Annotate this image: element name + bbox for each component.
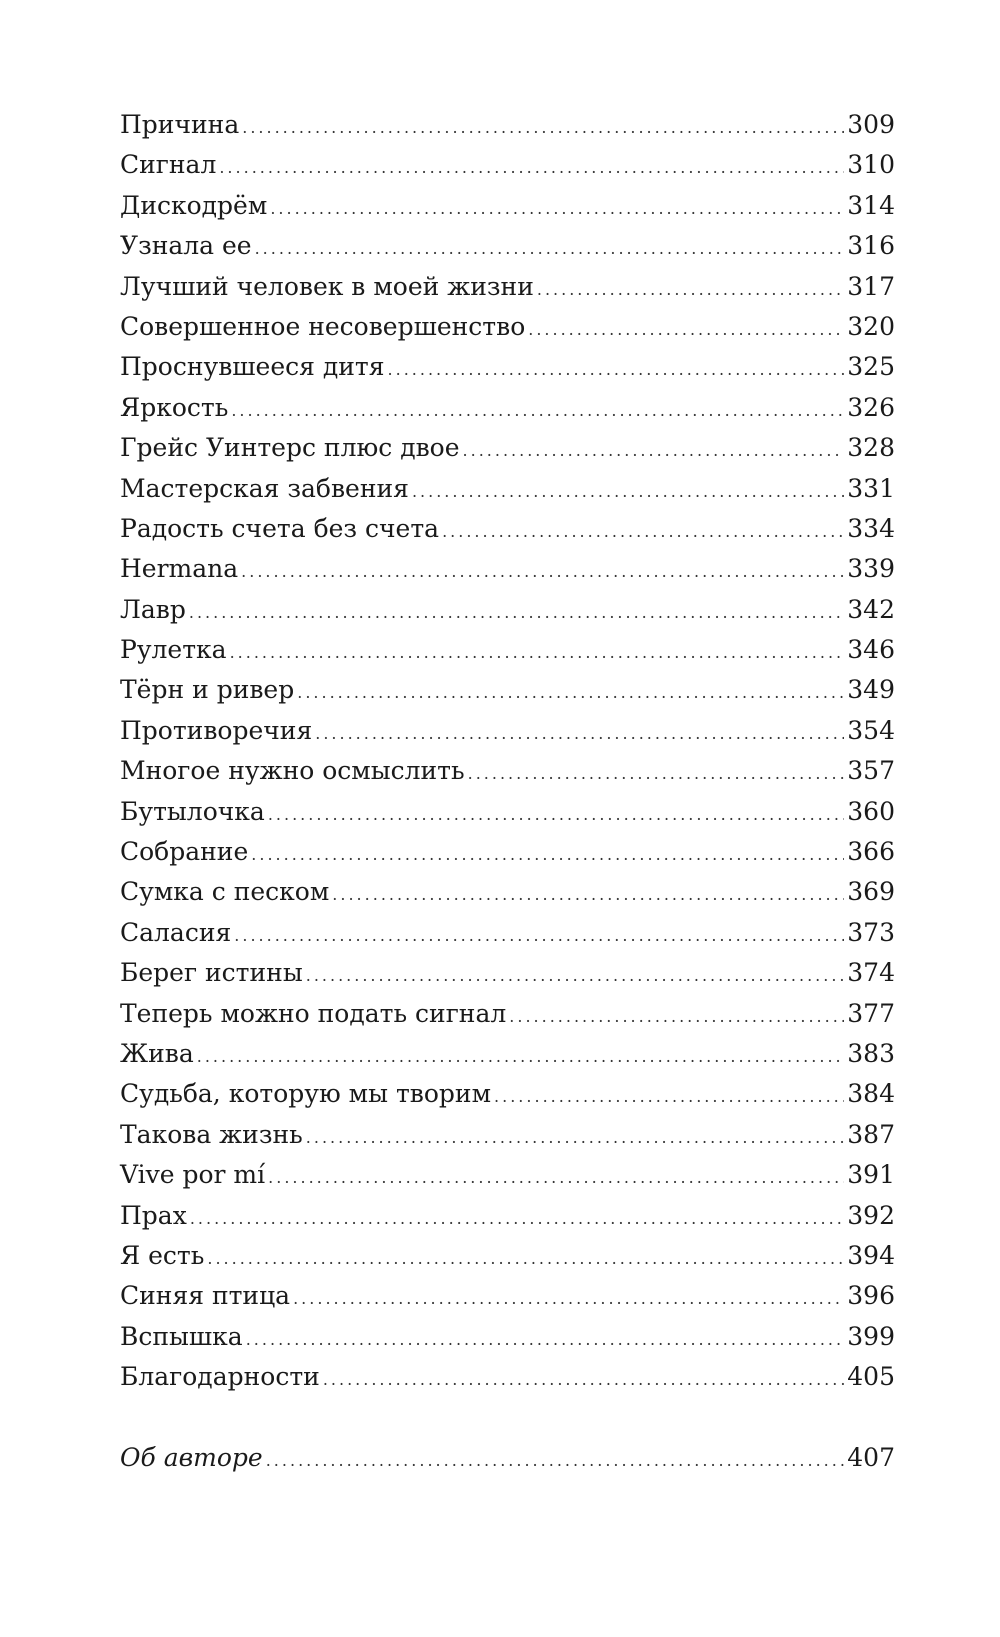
dot-leader bbox=[219, 148, 844, 188]
dot-leader bbox=[246, 1320, 845, 1360]
dot-leader bbox=[297, 673, 844, 713]
toc-entry-page: 349 bbox=[847, 675, 895, 705]
dot-leader bbox=[528, 310, 844, 350]
toc-entry-title: Сигнал bbox=[120, 150, 217, 180]
dot-leader bbox=[190, 1199, 844, 1239]
toc-entry bbox=[120, 630, 895, 670]
toc-entry-page: 334 bbox=[847, 513, 895, 543]
toc-entry-page: 309 bbox=[847, 110, 895, 139]
toc-entry bbox=[120, 1317, 895, 1357]
toc-entry-title: Радость счета без счета bbox=[120, 513, 440, 543]
toc-entry-page: 392 bbox=[847, 1200, 895, 1230]
toc-entry bbox=[120, 913, 895, 953]
dot-leader bbox=[242, 108, 844, 148]
toc-entry-page: 384 bbox=[847, 1079, 895, 1109]
dot-leader bbox=[268, 1158, 844, 1198]
toc-entry-title: Лавр bbox=[120, 594, 186, 624]
dot-leader bbox=[494, 1077, 844, 1117]
toc-entry bbox=[120, 1074, 895, 1114]
toc-entry-page: 383 bbox=[847, 1038, 895, 1068]
dot-leader bbox=[266, 1441, 845, 1481]
toc-entry-title: Hermana bbox=[120, 554, 239, 584]
toc-entry-page: 377 bbox=[847, 998, 895, 1028]
toc-entry-page: 399 bbox=[847, 1321, 895, 1351]
toc-entry-page: 396 bbox=[847, 1281, 895, 1311]
toc-entry-page: 387 bbox=[847, 1119, 895, 1149]
toc-entry-title: Многое нужно осмыслить bbox=[120, 756, 465, 786]
toc-entry bbox=[120, 1115, 895, 1155]
dot-leader bbox=[207, 1239, 844, 1279]
toc-entry bbox=[120, 347, 895, 387]
toc-list bbox=[120, 105, 895, 1398]
dot-leader bbox=[442, 512, 844, 552]
toc-entry-page: 366 bbox=[847, 837, 895, 867]
dot-leader bbox=[255, 229, 845, 269]
dot-leader bbox=[537, 270, 844, 310]
toc-entry-page: 394 bbox=[847, 1240, 895, 1270]
toc-entry-title: Берег истины bbox=[120, 958, 303, 988]
toc-entry-page: 346 bbox=[847, 635, 895, 665]
toc-entry bbox=[120, 226, 895, 266]
toc-entry-title: Причина bbox=[120, 110, 240, 139]
toc-entry-title: Вспышка bbox=[120, 1321, 243, 1351]
toc-entry-title: Об авторе bbox=[120, 1442, 263, 1472]
dot-leader bbox=[509, 997, 844, 1037]
toc-entry bbox=[120, 549, 895, 589]
toc-entry bbox=[120, 751, 895, 791]
dot-leader bbox=[463, 431, 845, 471]
dot-leader bbox=[468, 754, 845, 794]
dot-leader bbox=[293, 1279, 844, 1319]
toc-entry-page: 328 bbox=[847, 433, 895, 463]
toc-entry-title: Такова жизнь bbox=[120, 1119, 303, 1149]
toc-entry-title: Узнала ее bbox=[120, 231, 252, 261]
dot-leader bbox=[306, 1118, 845, 1158]
toc-entry-title: Противоречия bbox=[120, 715, 313, 745]
toc-entry-page: 339 bbox=[847, 554, 895, 584]
toc-entry-title: Лучший человек в моей жизни bbox=[120, 271, 534, 301]
toc-entry bbox=[120, 145, 895, 185]
toc-entry bbox=[120, 105, 895, 145]
toc-entry bbox=[120, 590, 895, 630]
toc-entry-page: 314 bbox=[847, 190, 895, 220]
toc-entry-page: 373 bbox=[847, 917, 895, 947]
table-of-contents bbox=[120, 105, 895, 1478]
toc-entry-page: 317 bbox=[847, 271, 895, 301]
toc-entry bbox=[120, 1236, 895, 1276]
toc-entry-page: 316 bbox=[847, 231, 895, 261]
toc-entry-title: Грейс Уинтерс плюс двое bbox=[120, 433, 460, 463]
dot-leader bbox=[306, 956, 845, 996]
toc-entry-page: 369 bbox=[847, 877, 895, 907]
dot-leader bbox=[234, 916, 844, 956]
toc-entry-title: Бутылочка bbox=[120, 796, 265, 826]
toc-entry bbox=[120, 469, 895, 509]
toc-entry-page: 407 bbox=[847, 1442, 895, 1472]
toc-entry bbox=[120, 186, 895, 226]
toc-entry bbox=[120, 1196, 895, 1236]
toc-entry-title: Синяя птица bbox=[120, 1281, 291, 1311]
toc-entry bbox=[120, 388, 895, 428]
toc-entry-title: Дискодрём bbox=[120, 190, 268, 220]
dot-leader bbox=[332, 875, 844, 915]
toc-entry-title: Vive por mí bbox=[120, 1160, 266, 1190]
toc-entry-title: Прах bbox=[120, 1200, 187, 1230]
toc-entry bbox=[120, 1357, 895, 1397]
toc-entry-title: Благодарности bbox=[120, 1362, 320, 1392]
dot-leader bbox=[197, 1037, 845, 1077]
toc-entry-title: Сумка с песком bbox=[120, 877, 330, 907]
toc-entry-page: 357 bbox=[847, 756, 895, 786]
toc-entry-page: 354 bbox=[847, 715, 895, 745]
toc-entry-title: Саласия bbox=[120, 917, 232, 947]
toc-entry bbox=[120, 509, 895, 549]
toc-entry-page: 360 bbox=[847, 796, 895, 826]
toc-entry-page: 325 bbox=[847, 352, 895, 382]
toc-entry-title: Совершенное несовершенство bbox=[120, 311, 526, 341]
toc-entry-page: 331 bbox=[847, 473, 895, 503]
toc-entry-title: Жива bbox=[120, 1038, 194, 1068]
toc-entry-page: 342 bbox=[847, 594, 895, 624]
toc-entry-page: 405 bbox=[847, 1362, 895, 1392]
dot-leader bbox=[270, 189, 844, 229]
toc-entry-about-author bbox=[120, 1438, 895, 1478]
toc-entry bbox=[120, 832, 895, 872]
toc-entry bbox=[120, 267, 895, 307]
toc-entry-title: Рулетка bbox=[120, 635, 227, 665]
toc-entry-title: Теперь можно подать сигнал bbox=[120, 998, 507, 1028]
dot-leader bbox=[189, 593, 844, 633]
toc-entry bbox=[120, 428, 895, 468]
toc-entry-page: 320 bbox=[847, 311, 895, 341]
dot-leader bbox=[323, 1360, 844, 1400]
toc-entry-title: Судьба, которую мы творим bbox=[120, 1079, 492, 1109]
toc-entry-page: 310 bbox=[847, 150, 895, 180]
toc-entry bbox=[120, 711, 895, 751]
toc-entry-page: 326 bbox=[847, 392, 895, 422]
dot-leader bbox=[241, 552, 844, 592]
toc-entry-title: Яркость bbox=[120, 392, 229, 422]
toc-entry-title: Собрание bbox=[120, 837, 249, 867]
dot-leader bbox=[268, 795, 844, 835]
toc-entry-page: 391 bbox=[847, 1160, 895, 1190]
toc-entry bbox=[120, 1276, 895, 1316]
toc-entry-title: Тёрн и ривер bbox=[120, 675, 295, 705]
toc-entry bbox=[120, 872, 895, 912]
toc-entry bbox=[120, 792, 895, 832]
dot-leader bbox=[315, 714, 844, 754]
dot-leader bbox=[388, 350, 845, 390]
dot-leader bbox=[412, 472, 844, 512]
dot-leader bbox=[251, 835, 844, 875]
toc-entry-title: Проснувшееся дитя bbox=[120, 352, 385, 382]
dot-leader bbox=[231, 391, 844, 431]
toc-entry-page: 374 bbox=[847, 958, 895, 988]
toc-entry bbox=[120, 670, 895, 710]
toc-entry bbox=[120, 307, 895, 347]
toc-entry bbox=[120, 994, 895, 1034]
section-spacer bbox=[120, 1398, 895, 1438]
dot-leader bbox=[230, 633, 845, 673]
toc-entry-title: Мастерская забвения bbox=[120, 473, 409, 503]
toc-entry bbox=[120, 1155, 895, 1195]
toc-entry bbox=[120, 953, 895, 993]
toc-entry bbox=[120, 1034, 895, 1074]
toc-entry-title: Я есть bbox=[120, 1240, 205, 1270]
